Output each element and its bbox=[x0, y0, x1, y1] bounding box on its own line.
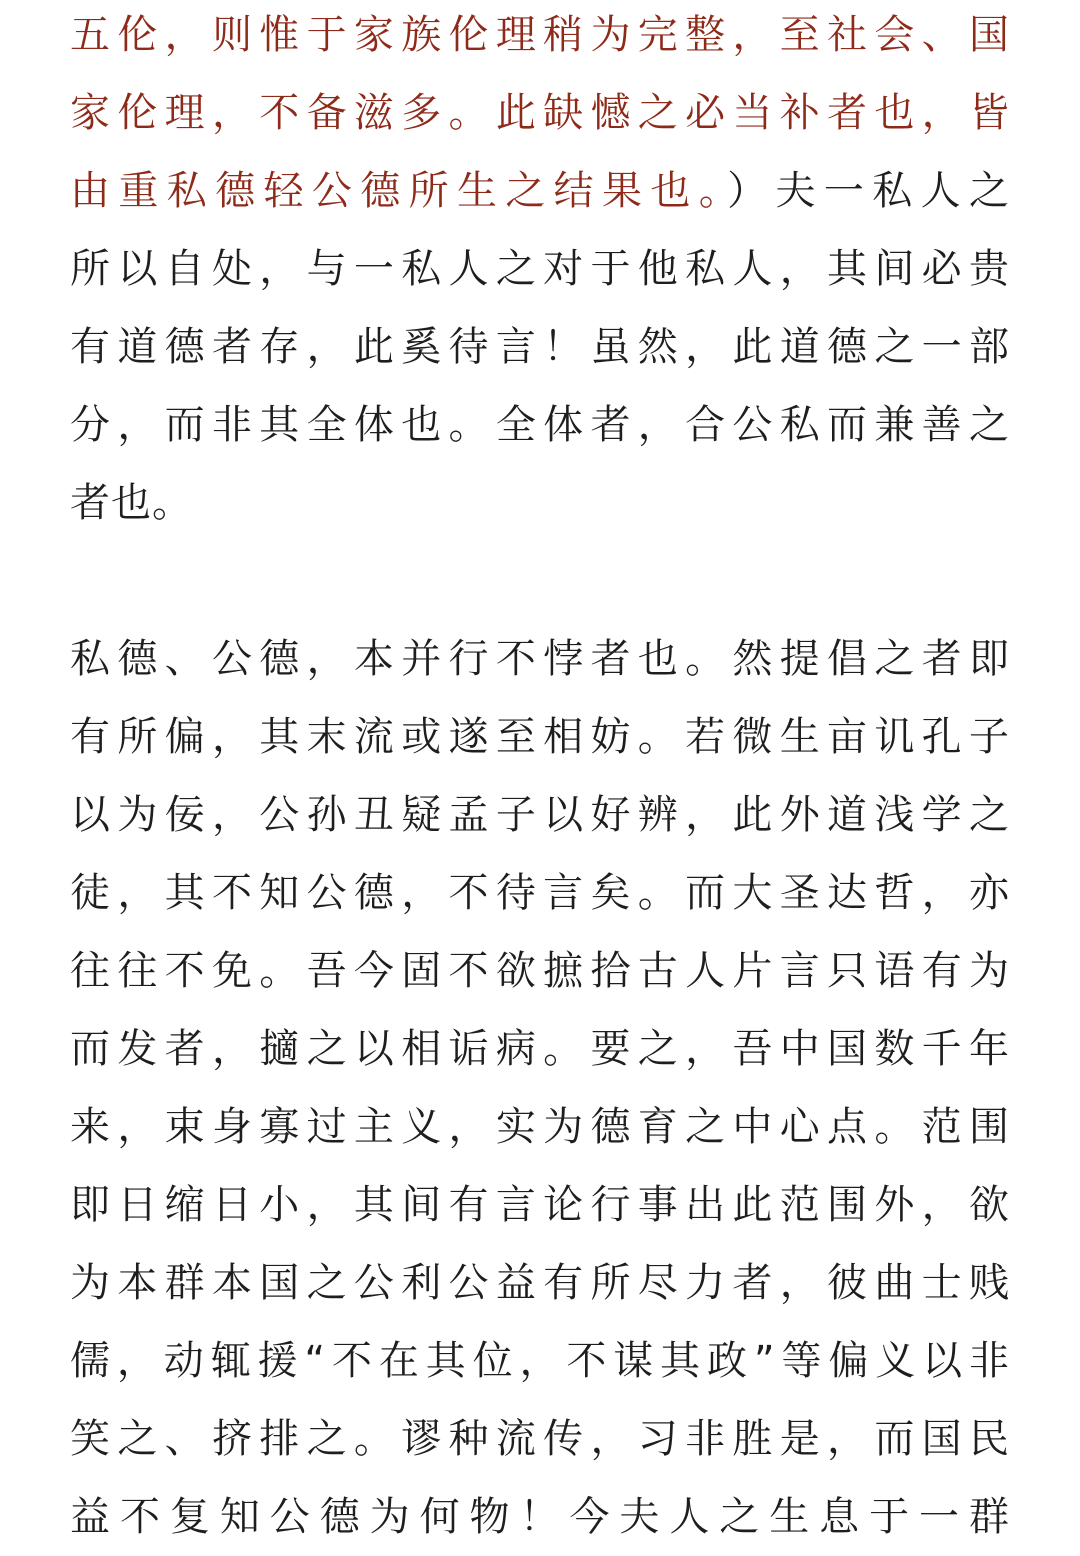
text-line: 益不复知公德为何物！今夫人之生息于一群 bbox=[70, 1494, 1010, 1540]
paragraph-1 bbox=[70, 0, 1010, 542]
text-line: 五伦，则惟于家族伦理稍为完整，至社会、国 bbox=[70, 12, 1010, 58]
text-line: 即日缩日小，其间有言论行事出此范围外，欲 bbox=[70, 1182, 1010, 1228]
paragraph-spacer bbox=[70, 542, 1010, 620]
text-line: 有所偏，其末流或遂至相妨。若微生亩讥孔子 bbox=[70, 714, 1010, 760]
text-line: 徒，其不知公德，不待言矣。而大圣达哲，亦 bbox=[70, 870, 1010, 916]
text-line: 往往不免。吾今固不欲摭拾古人片言只语有为 bbox=[70, 948, 1010, 994]
text-line: 分，而非其全体也。全体者，合公私而兼善之 bbox=[70, 402, 1010, 448]
text-line: 所以自处，与一私人之对于他私人，其间必贵 bbox=[70, 246, 1010, 292]
text-line bbox=[70, 152, 1010, 230]
text-line: 者也。 bbox=[70, 480, 193, 526]
text-line: 笑之、挤排之。谬种流传，习非胜是，而国民 bbox=[70, 1416, 1010, 1462]
text-line: 以为佞，公孙丑疑孟子以好辨，此外道浅学之 bbox=[70, 792, 1010, 838]
text-line: 私德、公德，本并行不悖者也。然提倡之者即 bbox=[70, 636, 1010, 682]
text-line: 家伦理，不备滋多。此缺憾之必当补者也，皆 bbox=[70, 90, 1010, 136]
text-line: 来，束身寡过主义，实为德育之中心点。范围 bbox=[70, 1104, 1010, 1150]
article-body bbox=[70, 0, 1010, 1556]
text-line: 儒，动辄援“不在其位，不谋其政”等偏义以非 bbox=[70, 1338, 1010, 1384]
plain-text: ）夫一私人之 bbox=[727, 168, 1011, 214]
highlighted-text: 由重私德轻公德所生之结果也。 bbox=[70, 168, 728, 214]
text-line: 为本群本国之公利公益有所尽力者，彼曲士贱 bbox=[70, 1260, 1010, 1306]
text-line: 有道德者存，此奚待言！虽然，此道德之一部 bbox=[70, 324, 1010, 370]
paragraph-2 bbox=[70, 620, 1010, 1556]
text-line: 而发者，擿之以相诟病。要之，吾中国数千年 bbox=[70, 1026, 1010, 1072]
